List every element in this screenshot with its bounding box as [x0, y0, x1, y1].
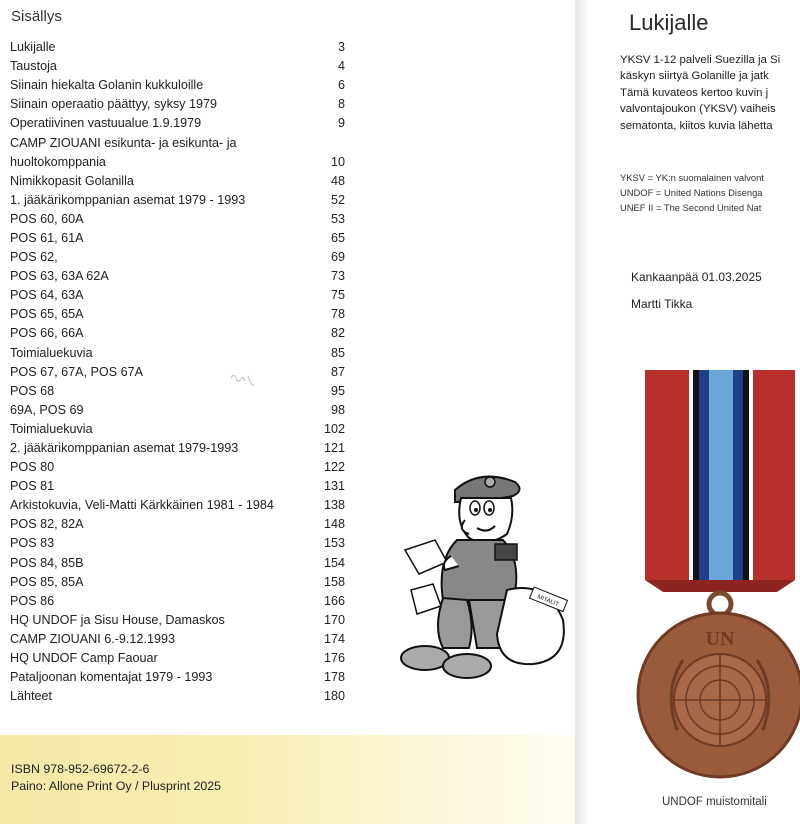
toc-entry-title: CAMP ZIOUANI esikunta- ja esikunta- ja	[10, 135, 237, 150]
toc-entry	[10, 630, 345, 649]
toc-entry	[10, 57, 345, 76]
preface-line: valvontajoukon (YKSV) vaiheis	[620, 103, 776, 116]
toc-entry	[10, 248, 345, 267]
toc-entry-page: 85	[330, 345, 345, 360]
toc-entry-title: POS 84, 85B	[10, 555, 84, 570]
toc-entry-title: POS 82, 82A	[10, 517, 84, 532]
toc-entry	[10, 38, 345, 57]
toc-entry-page: 52	[330, 192, 345, 207]
toc-entry-page: 53	[330, 211, 345, 226]
place-date: Kankaanpää 01.03.2025	[631, 270, 762, 284]
toc-entry-page: 75	[330, 288, 345, 303]
toc-entry-title: Lähteet	[10, 689, 53, 704]
toc-entry-title: POS 62,	[10, 250, 58, 265]
toc-entry-page: 78	[330, 307, 345, 322]
toc-entry-title: 69A, POS 69	[10, 402, 84, 417]
preface-paragraph	[620, 52, 800, 134]
toc-entry-page: 138	[323, 498, 345, 513]
toc-entry	[10, 420, 345, 439]
toc-title: Sisällys	[11, 8, 62, 25]
toc-entry	[10, 210, 345, 229]
isbn-text: ISBN 978-952-69672-2-6	[11, 762, 150, 776]
toc-entry	[10, 458, 345, 477]
toc-entry	[10, 305, 345, 324]
toc-entry-page: 3	[337, 40, 345, 55]
toc-entry-page: 6	[337, 78, 345, 93]
toc-entry-title: Pataljoonan komentajat 1979 - 1993	[10, 670, 213, 685]
toc-entry	[10, 477, 345, 496]
toc-entry-title: Arkistokuvia, Veli-Matti Kärkkäinen 1981 - 1984	[10, 498, 274, 513]
toc-entry-title: POS 65, 65A	[10, 307, 84, 322]
toc-entry	[10, 191, 345, 210]
toc-entry	[10, 439, 345, 458]
toc-entry	[10, 382, 345, 401]
toc-entry-page: 131	[323, 479, 345, 494]
toc-entry	[10, 286, 345, 305]
toc-entry-page: 102	[323, 421, 345, 436]
toc-entry-page: 174	[323, 631, 345, 646]
toc-entry	[10, 267, 345, 286]
toc-entry-page: 180	[323, 689, 345, 704]
toc-entry	[10, 229, 345, 248]
toc-entry-title: POS 66, 66A	[10, 326, 84, 341]
toc-entry-title: POS 67, 67A, POS 67A	[10, 364, 144, 379]
toc-entry-page: 4	[337, 59, 345, 74]
toc-entry-page: 178	[323, 670, 345, 685]
toc-entry-page: 95	[330, 383, 345, 398]
toc-entry-title: huoltokomppania	[10, 154, 106, 169]
toc-entry-page: 98	[330, 402, 345, 417]
toc-entry-title: Toimialuekuvia	[10, 345, 93, 360]
toc-entry-page: 73	[330, 269, 345, 284]
toc-entry-title: Taustoja	[10, 59, 57, 74]
preface-title: Lukijalle	[629, 10, 709, 35]
toc-entry	[10, 344, 345, 363]
book-gutter	[575, 0, 587, 824]
preface-line: käskyn siirtyä Golanille ja jatk	[620, 70, 769, 83]
toc-entry	[10, 172, 345, 191]
preface-line: Tämä kuvateos kertoo kuvin j	[620, 86, 769, 99]
toc-entry	[10, 496, 345, 515]
toc-entry-page: 48	[330, 173, 345, 188]
toc-entry-page: 166	[323, 593, 345, 608]
toc-entry-title: POS 80	[10, 460, 55, 475]
abbreviation-item: YKSV = YK:n suomalainen valvont	[620, 172, 764, 183]
toc-entry-title: Nimikkopasit Golanilla	[10, 173, 134, 188]
toc-entry-page: 9	[337, 116, 345, 131]
toc-entry	[10, 95, 345, 114]
table-of-contents	[10, 38, 345, 706]
toc-entry-title: Operatiivinen vastuualue 1.9.1979	[10, 116, 202, 131]
pen-squiggle	[228, 372, 258, 392]
print-text: Paino: Allone Print Oy / Plusprint 2025	[11, 779, 222, 793]
toc-entry-title: 1. jääkärikomppanian asemat 1979 - 1993	[10, 192, 246, 207]
toc-entry	[10, 153, 345, 172]
toc-entry	[10, 363, 345, 382]
soldier-cartoon-illustration	[395, 470, 570, 685]
toc-entry-title: POS 61, 61A	[10, 230, 84, 245]
toc-entry-page: 153	[323, 536, 345, 551]
abbreviation-item: UNDOF = United Nations Disenga	[620, 187, 763, 198]
medal-ribbon	[645, 370, 795, 592]
toc-entry-title: POS 68	[10, 383, 55, 398]
toc-entry-page: 148	[323, 517, 345, 532]
toc-entry	[10, 611, 345, 630]
toc-entry	[10, 534, 345, 553]
toc-entry	[10, 324, 345, 343]
undof-medal-image	[627, 360, 800, 780]
toc-entry	[10, 592, 345, 611]
abbreviation-item: UNEF II = The Second United Nat	[620, 202, 762, 213]
toc-entry-title: Lukijalle	[10, 40, 56, 55]
toc-entry-page: 82	[330, 326, 345, 341]
toc-entry-title: POS 64, 63A	[10, 288, 84, 303]
author-name: Martti Tikka	[631, 297, 693, 311]
toc-entry-page: 170	[323, 612, 345, 627]
toc-entry-title: POS 81	[10, 479, 55, 494]
toc-entry-title: POS 63, 63A 62A	[10, 269, 109, 284]
toc-entry-title: Toimialuekuvia	[10, 421, 93, 436]
toc-entry-title: CAMP ZIOUANI 6.-9.12.1993	[10, 631, 175, 646]
sack-label: MITALIT	[536, 594, 560, 609]
toc-entry	[10, 687, 345, 706]
toc-entry	[10, 515, 345, 534]
publication-info	[11, 761, 221, 795]
toc-entry-page: 121	[323, 441, 345, 456]
toc-entry-page: 158	[323, 574, 345, 589]
toc-entry	[10, 114, 345, 133]
right-page	[587, 0, 800, 824]
toc-entry-title: POS 83	[10, 536, 55, 551]
medal-un-text: UN	[705, 628, 735, 650]
toc-entry	[10, 649, 345, 668]
toc-entry-title: Siinain hiekalta Golanin kukkuloille	[10, 78, 204, 93]
abbreviation-list	[620, 170, 764, 215]
toc-entry-title: 2. jääkärikomppanian asemat 1979-1993	[10, 441, 239, 456]
toc-entry-page: 69	[330, 250, 345, 265]
toc-entry-page: 65	[330, 230, 345, 245]
preface-line: YKSV 1-12 palveli Suezilla ja Si	[620, 54, 781, 66]
toc-entry	[10, 76, 345, 95]
toc-entry-page: 8	[337, 97, 345, 112]
toc-entry-title: HQ UNDOF ja Sisu House, Damaskos	[10, 612, 225, 627]
toc-entry-page: 122	[323, 460, 345, 475]
toc-entry-title: POS 60, 60A	[10, 211, 84, 226]
toc-entry	[10, 668, 345, 687]
preface-line: sematonta, kiitos kuvia lähetta	[620, 119, 773, 132]
toc-entry-title: POS 85, 85A	[10, 574, 84, 589]
toc-entry-page: 154	[323, 555, 345, 570]
toc-entry	[10, 401, 345, 420]
toc-entry-page: 87	[330, 364, 345, 379]
toc-entry	[10, 133, 345, 152]
toc-entry	[10, 554, 345, 573]
toc-entry-title: POS 86	[10, 593, 55, 608]
toc-entry-page: 10	[330, 154, 345, 169]
medal-caption: UNDOF muistomitali	[662, 796, 767, 808]
toc-entry-page: 176	[323, 651, 345, 666]
toc-entry	[10, 573, 345, 592]
toc-entry-title: Siinain operaatio päättyy, syksy 1979	[10, 97, 217, 112]
toc-entry-title: HQ UNDOF Camp Faouar	[10, 651, 158, 666]
